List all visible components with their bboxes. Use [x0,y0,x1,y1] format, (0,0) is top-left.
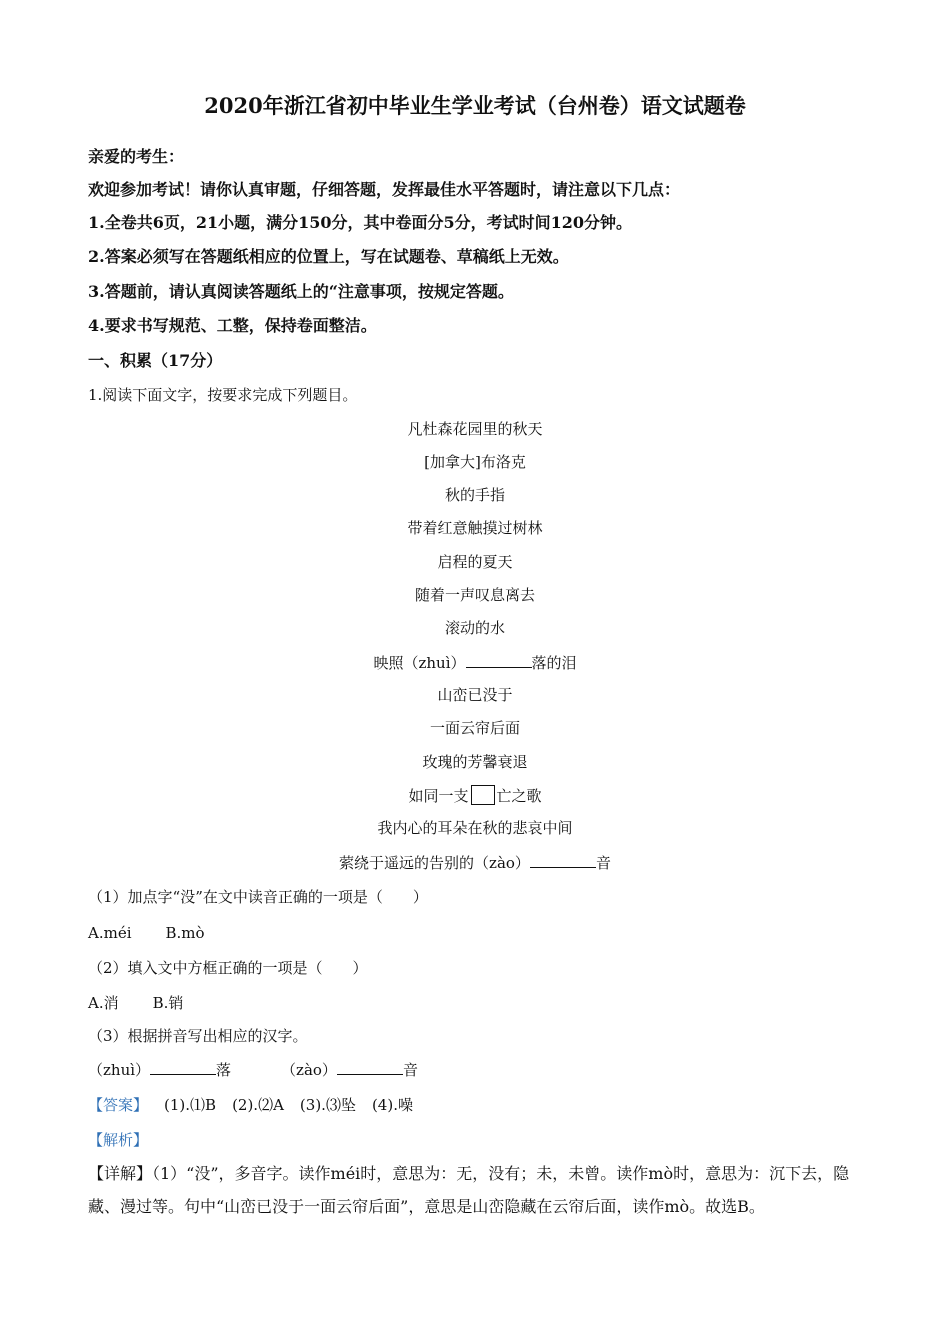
poem-line: 随着一声叹息离去 [414,586,535,604]
answer-part: (3).⑶坠 [299,1096,356,1114]
poem-text: 映照（zhuì） [373,654,466,672]
poem-text: 如同一支 [408,787,469,805]
subquestion-2: （2）填入文中方框正确的一项是（ ） [88,959,368,977]
poem-line: 带着红意触摸过树林 [407,519,543,537]
poem-title: 凡杜森花园里的秋天 [407,420,543,438]
poem-text: 音 [595,854,611,872]
subquestion-2-options [88,992,183,1014]
pinyin-zhui: （zhuì） [88,1061,151,1079]
poem-text: 亡之歌 [496,787,542,805]
option-a: A.消 [88,994,119,1012]
option-b: B.销 [152,994,184,1012]
poem-line-blank [0,852,950,873]
option-a: A.méi [88,924,132,942]
instruction-item-1: 1.全卷共6页，21小题，满分150分，其中卷面分5分，考试时间120分钟。 [88,213,633,232]
poem-line: 玫瑰的芳馨衰退 [422,753,528,771]
subquestion-3-blanks [88,1059,418,1081]
answer-part: (2).⑵A [232,1096,284,1114]
greeting: 亲爱的考生： [88,147,185,166]
poem-author: [加拿大]布洛克 [424,453,526,471]
fill-blank [530,852,596,868]
welcome-text: 欢迎参加考试！请你认真审题，仔细答题，发挥最佳水平答题时，请注意以下几点： [88,180,681,199]
subquestion-3: （3）根据拼音写出相应的汉字。 [88,1027,308,1045]
poem-line-box [0,785,950,806]
subquestion-1-options [88,922,205,944]
question-prompt: 1.阅读下面文字，按要求完成下列题目。 [88,386,358,404]
blank-suffix: 音 [402,1061,418,1079]
answer-box [471,785,495,805]
section-heading: 一、积累（17分） [88,351,223,370]
poem-line: 一面云帘后面 [429,719,520,737]
blank-suffix: 落 [216,1061,232,1079]
answer-label: 【答案】 [88,1096,149,1114]
poem-line: 滚动的水 [444,619,505,637]
analysis-detail: 【详解】（1）“没”，多音字。读作méi时，意思为：无，没有；未，未曾。读作mò时，意思为：沉下去，隐藏、漫过等。句中“山峦已没于一面云帘后面”，意思是山峦隐藏在云帘后面，读作mò。故选B。 [88,1164,850,1216]
subquestion-1: （1）加点字“没”在文中读音正确的一项是（ ） [88,888,428,906]
poem-line: 我内心的耳朵在秋的悲哀中间 [377,819,573,837]
poem-text: 落的泪 [531,654,577,672]
pinyin-zao: （zào） [281,1061,337,1079]
poem-line: 山峦已没于 [437,686,513,704]
analysis-label: 【解析】 [88,1131,149,1149]
option-b: B.mò [165,924,205,942]
fill-blank [337,1059,403,1075]
poem-line: 秋的手指 [444,486,505,504]
answer-part: (4).噪 [371,1096,413,1114]
fill-blank [150,1059,216,1075]
answer-row [88,1094,413,1116]
instruction-item-3: 3.答题前，请认真阅读答题纸上的“注意事项，按规定答题。 [88,282,514,301]
poem-text: 萦绕于遥远的告别的（zào） [339,854,530,872]
poem-line-blank [0,652,950,673]
instruction-item-2: 2.答案必须写在答题纸相应的位置上，写在试题卷、草稿纸上无效。 [88,247,569,266]
fill-blank [466,652,532,668]
poem-line: 启程的夏天 [437,553,513,571]
page-title: 2020年浙江省初中毕业生学业考试（台州卷）语文试题卷 [204,93,746,118]
answer-part: (1).⑴B [164,1096,217,1114]
instruction-item-4: 4.要求书写规范、工整，保持卷面整洁。 [88,316,377,335]
